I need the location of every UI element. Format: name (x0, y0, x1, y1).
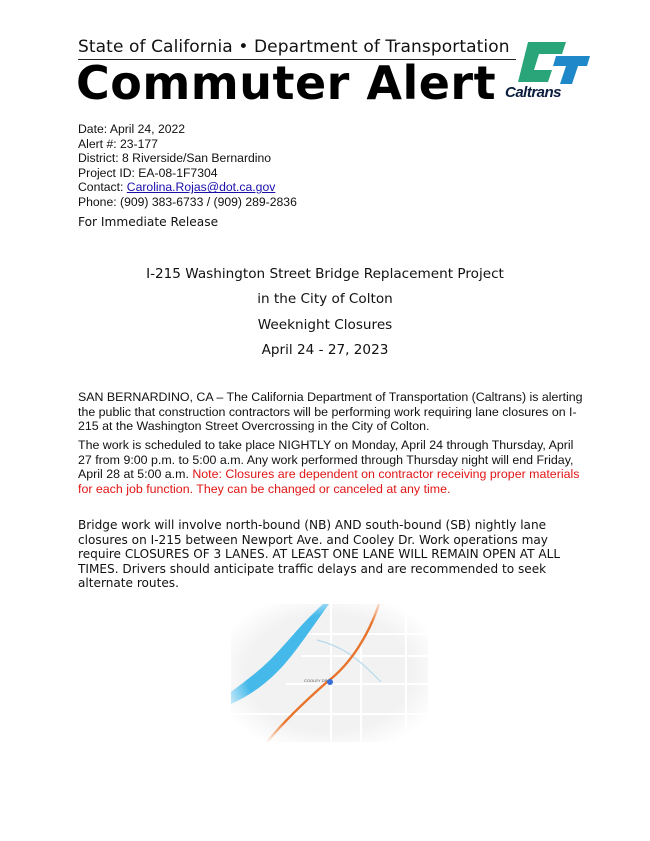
contact-email-link[interactable]: Carolina.Rojas@dot.ca.gov (126, 180, 276, 195)
alert-number: Alert #: 23-177 (78, 136, 158, 151)
location-map[interactable] (231, 604, 428, 742)
caltrans-logo-text: Caltrans (505, 84, 562, 101)
body-paragraph-3: Bridge work will involve north-bound (NB) AND south-bound (SB) nightly lane closures on I-215 between Newport Ave. and Cooley Dr. Work operations may require CLOSURES OF 3 LANES. AT LEAST ONE LANE WILL REMAIN OPEN AT ALL TIMES. Drivers should anticipate traffic delays and are recommended to seek alternate routes. (78, 518, 561, 590)
alert-metadata (78, 122, 297, 210)
alert-date: Date: April 24, 2022 (78, 122, 186, 136)
schedule-text: The work is scheduled to take place NIGHTLY on Monday, April 24 through Thursday, April 27 from 9:00 p.m. to 5:00 a.m. Any work performed through Thursday night will end Friday, April 28 at 5:00 a.m. (78, 438, 574, 481)
contact-line (78, 180, 297, 195)
body-paragraph-1: SAN BERNARDINO, CA – The California Department of Transportation (Caltrans) is alerting the public that construction contractors will be performing work requiring lane closures on I-215 at the Washington Street Overcrossing in the City of Colton. (78, 390, 583, 433)
headline-line-4: April 24 - 27, 2023 (261, 341, 389, 358)
closure-note: Note: Closures are dependent on contractor receiving proper materials for each job function. They can be changed or canceled at any time. (78, 467, 580, 496)
headline-line-2: in the City of Colton (257, 291, 393, 308)
body-paragraph-2 (78, 438, 584, 496)
project-id: Project ID: EA-08-1F7304 (78, 165, 218, 180)
headline-line-1: I-215 Washington Street Bridge Replacement Project (146, 266, 504, 282)
headline-line-3: Weeknight Closures (257, 316, 393, 333)
contact-label: Contact: (78, 180, 127, 195)
headline (0, 262, 650, 363)
page-title: Commuter Alert (76, 56, 497, 110)
release-status: For Immediate Release (78, 215, 219, 229)
phone-line: Phone: (909) 383-6733 / (909) 289-2836 (78, 194, 297, 209)
agency-line: State of California • Department of Transportation (78, 37, 510, 57)
alert-district: District: 8 Riverside/San Bernardino (78, 151, 272, 166)
